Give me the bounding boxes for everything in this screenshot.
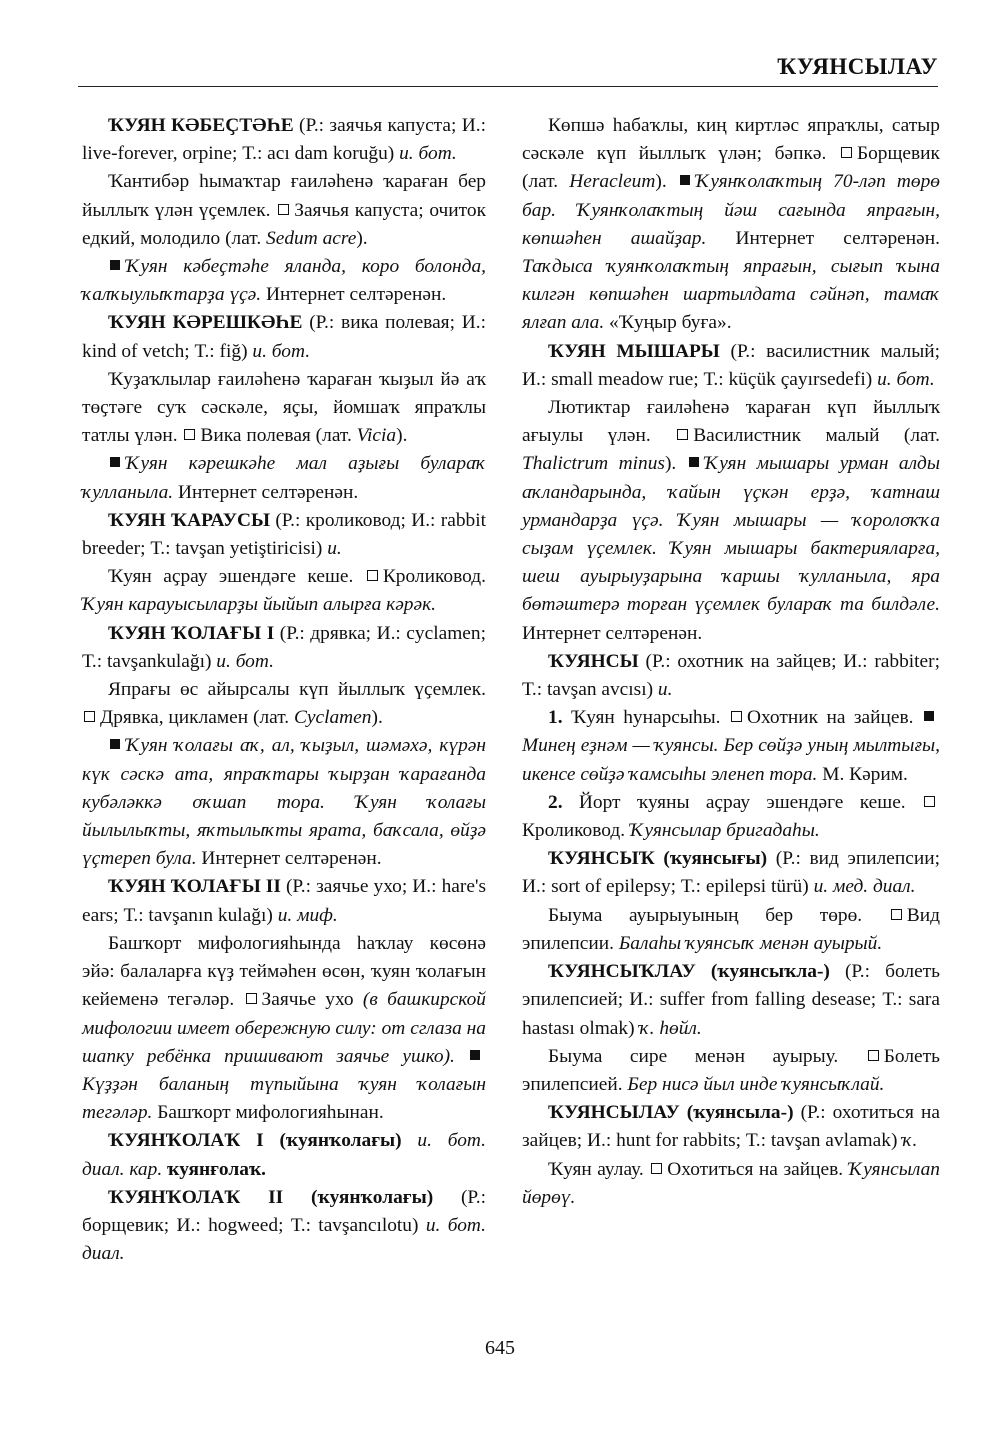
cross-reference: ҡуянғолаҡ.	[167, 1158, 267, 1180]
headword: ҠУЯН МЫШАРЫ	[548, 340, 720, 362]
headword: ҠУЯНҠОЛАҠ I (ҡуянҡолағы)	[108, 1130, 402, 1152]
headword: ҠУЯНСЫ	[548, 650, 639, 672]
open-square-icon	[677, 429, 688, 440]
headword: ҠУЯН ҠАРАУСЫ	[108, 509, 271, 531]
grammar-label: и. бот. диал.	[82, 1214, 487, 1265]
translations: (Р.: дрявка; И.: cyclamen; Т.: tavşankulağı)	[82, 622, 486, 672]
open-square-icon	[651, 1163, 662, 1174]
running-head-title: ҠУЯНСЫЛАУ	[777, 54, 938, 79]
headword: ҠУЯНҠОЛАҠ II (ҡуянҡолағы)	[108, 1186, 434, 1208]
entry-kuyansyklau	[522, 958, 940, 1043]
grammar-label: и. бот.	[399, 143, 457, 165]
headword: ҠУЯН КӘБЕҪТӘҺЕ	[108, 115, 294, 136]
entry-kuyan-kabestahe	[82, 112, 486, 168]
definition: Ҡуян аулау. Охотиться на зайцев. Ҡуянсылап йөрөү.	[522, 1158, 941, 1208]
translations: (Р.: василистник малый; И.: small meadow rue; Т.: küçük çayırsedefi)	[522, 340, 940, 390]
translations: (Р.: борщевик; И.: hogweed; Т.: tavşancılotu)	[82, 1186, 486, 1236]
definition: Ҡуҙаҡлылар ғаиләһенә ҡараған ҡыҙыл йә аҡ төҫтәге суҡ сәскәле, яҫы, йомшаҡ япраҡлы татлы үлән. Вика полевая (лат. Vicia).	[82, 368, 486, 447]
right-column	[522, 112, 940, 1212]
headword: ҠУЯН ҠОЛАҒЫ I	[108, 622, 275, 644]
open-square-icon	[731, 711, 742, 722]
translations: (Р.: болеть эпилепсией; И.: suffer from falling desease; Т.: sara hastası olmak)	[522, 961, 940, 1039]
grammar-label: и. бот.	[252, 340, 311, 362]
open-square-icon	[868, 1050, 879, 1061]
open-square-icon	[924, 796, 935, 807]
entry-kuyan-kolagy-2	[82, 873, 486, 929]
entry-kuyansy	[522, 648, 940, 704]
headword: ҠУЯНСЫҠ (ҡуянсығы)	[548, 848, 768, 870]
definition: Ҡантибәр һымаҡтар ғаиләһенә ҡараған бер йыллыҡ үлән үҫемлек. Заячья капуста; очиток едкий, молодило (лат. Sedum acre).	[82, 171, 486, 249]
filled-square-icon	[924, 711, 934, 721]
left-column	[82, 112, 486, 1268]
translations: (Р.: вид эпилепсии; И.: sort of epilepsy; Т.: epilepsi türü)	[522, 848, 940, 898]
headword: ҠУЯНСЫЛАУ (ҡуянсыла-)	[548, 1102, 794, 1124]
grammar-label: и. мед. диал.	[813, 876, 916, 898]
entry-kuyansylau	[522, 1099, 940, 1155]
grammar-label: и. миф.	[277, 904, 338, 926]
grammar-label: и. бот.	[216, 650, 274, 672]
entry-kuyan-kolagy-1	[82, 620, 486, 676]
open-square-icon	[184, 429, 195, 440]
headword: ҠУЯНСЫҠЛАУ (ҡуянсыҡла-)	[548, 961, 830, 983]
open-square-icon	[84, 711, 95, 722]
translations: (Р.: кроликовод; И.: rabbit breeder; Т.: tavşan yetiştiricisi)	[82, 509, 486, 560]
entry-kuyankolak-2	[82, 1184, 486, 1269]
definition: Быума сире менән ауырыу. Болеть эпилепсией. Бер нисә йыл инде ҡуянсыҡлай.	[522, 1045, 940, 1095]
running-head	[78, 52, 938, 87]
headword: ҠУЯН КӘРЕШКӘҺЕ	[108, 312, 303, 334]
filled-square-icon	[470, 1050, 480, 1060]
filled-square-icon	[680, 175, 690, 185]
example: Ҡуян ҡолағы аҡ, ал, ҡыҙыл, шәмәхә, күрән күк сәскә ата, япраҡтары ҡырҙан ҡарағанда кубәләккә оҡшап тора. Ҡуян ҡолағы йылылыҡты, яҡтылыҡты ярата, баҡсала, өйҙә үҫтереп була. Интернет селтәренән.	[82, 735, 486, 870]
entry-kuyan-kareshkahe	[82, 309, 486, 365]
example: Ҡуян кәбеҫтәһе яланда, коро болонда, ҡалҡыулыҡтарҙа үҫә. Интернет селтәренән.	[82, 256, 486, 306]
filled-square-icon	[110, 260, 120, 270]
translations: (Р.: вика полевая; И.: kind of vetch; Т.: fiğ)	[82, 312, 486, 362]
filled-square-icon	[689, 457, 699, 467]
definition: Көпшә һабаҡлы, киң киртләс япраҡлы, сатыр сәскәле күп йыллыҡ үлән; бәпкә. Борщевик (лат. Heracleum). Ҡуянҡолаҡтың 70-ләп төрө бар. Ҡуянҡолаҡтың йәш сағында япрағын, көпшәһен ашайҙар. Интернет селтәренән. Таҡдыса ҡуянҡолаҡтың япрағын, сығып ҡына килгән көпшәһен шартылдата сәйнәп, тамаҡ ялғап ала. «Ҡуңыр буға».	[522, 115, 940, 334]
definition: Ҡуян аҫрау эшендәге кеше. Кроликовод. Ҡуян карауысыларҙы йыйып алырға кәрәк.	[82, 566, 486, 616]
grammar-label: ҡ. һөйл.	[639, 1017, 702, 1039]
entry-kuyan-mysharu	[522, 338, 940, 394]
headword: ҠУЯН ҠОЛАҒЫ II	[108, 876, 281, 898]
sense-1: 1. Ҡуян һунарсыһы. Охотник на зайцев. Минең еҙнәм — ҡуянсы. Бер сөйҙә уның мылтығы, икенсе сөйҙә ҡамсыһы эленеп тора. М. Кәрим.	[522, 707, 940, 785]
open-square-icon	[278, 204, 289, 215]
example: Ҡуян кәрешкәһе мал аҙығы булараҡ ҡулланыла. Интернет селтәренән.	[82, 453, 486, 503]
definition: Япрағы өс айырсалы күп йыллыҡ үҫемлек. Дрявка, цикламен (лат. Cyclamen).	[82, 676, 486, 732]
translations: (Р.: охотиться на зайцев; И.: hunt for rabbits; Т.: tavşan avlamak)	[522, 1102, 940, 1152]
entry-kuyankolak-1	[82, 1127, 486, 1183]
definition: Быума ауырыуының бер төрө. Вид эпилепсии. Балаһы ҡуянсыҡ менән ауырый.	[522, 904, 940, 954]
entry-kuyansyk	[522, 845, 940, 901]
grammar-label: и. бот.	[877, 368, 935, 390]
translations: (Р.: заячья капуста; И.: live-forever, orpine; Т.: acı dam koruğu)	[82, 115, 486, 165]
open-square-icon	[367, 570, 378, 581]
sense-2: 2. Йорт ҡуяны аҫрау эшендәге кеше. Кроликовод. Ҡуянсылар бригадаһы.	[522, 789, 940, 845]
grammar-label: ҡ.	[902, 1130, 918, 1152]
definition: Башҡорт мифологияһында һаҡлау көсөнә эйә: балаларға күҙ теймәһен өсөн, ҡуян ҡолағын кейеменә тегәләр. Заячье ухо (в башкирской мифологии имеет обережную силу: от сглаза на шапку ребёнка пришивают заячье ушко). Күҙҙән баланың түпыйына ҡуян ҡолағын тегәләр. Башҡорт мифологияһынан.	[82, 932, 486, 1124]
grammar-label: и.	[327, 538, 342, 560]
grammar-label: и. бот. диал. кар.	[82, 1130, 486, 1180]
filled-square-icon	[110, 457, 120, 467]
filled-square-icon	[110, 739, 120, 749]
grammar-label: и.	[657, 679, 673, 701]
translations: (Р.: охотник на зайцев; И.: rabbiter; Т.: tavşan avcısı)	[522, 650, 940, 701]
page-number: 645	[485, 1337, 515, 1359]
translations: (Р.: заячье ухо; И.: hare's ears; Т.: tavşanın kulağı)	[82, 876, 486, 926]
entry-kuyan-karausy	[82, 507, 486, 563]
open-square-icon	[841, 147, 852, 158]
open-square-icon	[891, 909, 902, 920]
definition: Лютиктар ғаиләһенә ҡараған күп йыллыҡ ағыулы үлән. Василистник малый (лат. Thalictrum minus). Ҡуян мышары урман алды аҡландарында, ҡайын үҫкән ерҙә, ҡатнаш урмандарҙа үҫә. Ҡуян мышары — ҡоролоҡҡа сыҙам үҫемлек. Ҡуян мышары бактерияларға, шеш ауырыуҙарына ҡаршы ҡулланыла, яра бөтәштерә торған үҫемлек булараҡ та билдәле. Интернет селтәренән.	[522, 397, 941, 644]
open-square-icon	[246, 993, 257, 1004]
